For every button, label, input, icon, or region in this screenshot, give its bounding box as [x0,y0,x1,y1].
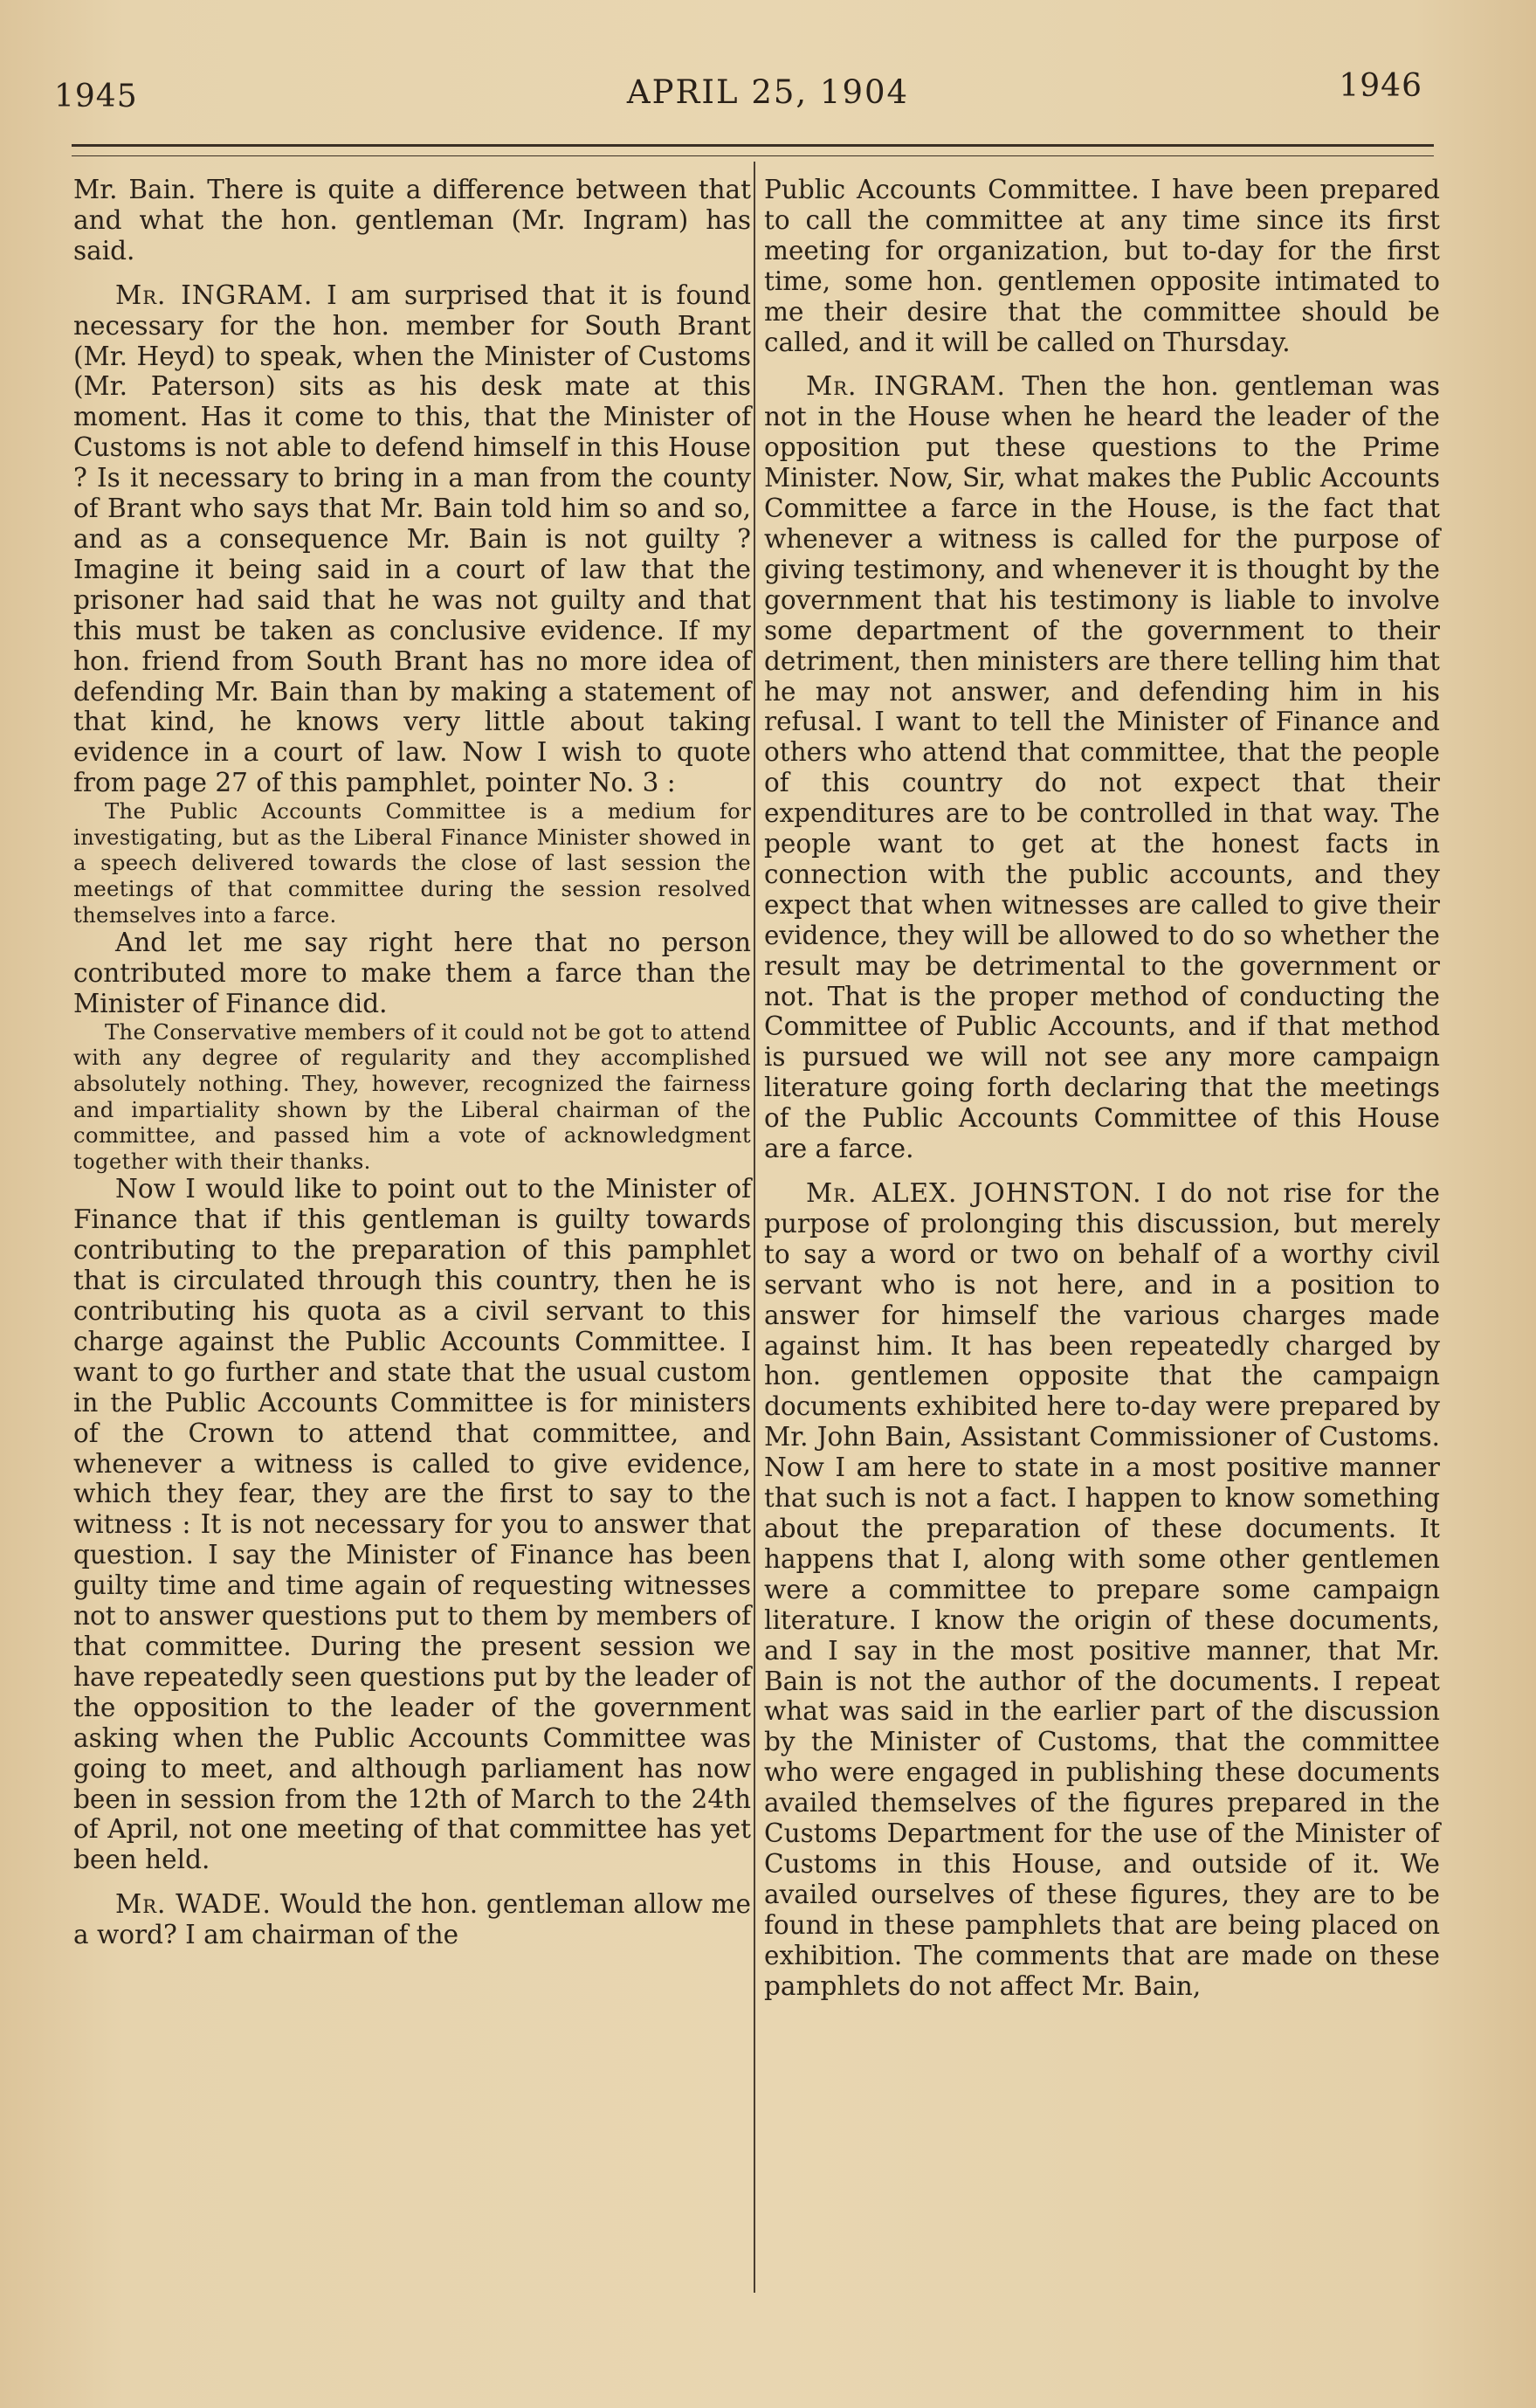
speech-paragraph [73,280,751,798]
header-rule [72,144,1434,156]
text-paragraph [73,175,751,266]
page-date: APRIL 25, 1904 [626,73,910,111]
speaker-name: Mr. INGRAM. [115,279,313,310]
paragraph-text: Mr. Bain. There is quite a difference between that and what the hon. gentleman (Mr. Ingram) has said. [73,175,751,266]
paragraph-text: And let me say right here that no person contributed more to make them a farce than the Minister of Finance did. [73,928,751,1018]
text-paragraph [764,175,1440,357]
quoted-passage [73,1019,751,1175]
left-column [73,175,751,1950]
page-header [0,68,1536,121]
paragraph-text: Would the hon. gentleman allow me a word? I am chairman of the [73,1889,751,1950]
paragraph-text: Public Accounts Committee. I have been prepared to call the committee at any time since its first meeting for organization, but to-day for the first time, some hon. gentlemen opposite intimated to me their desire that the committee should be called, and it will be called on Thursday. [764,175,1440,357]
paragraph-text: I do not rise for the purpose of prolonging this discussion, but merely to say a word or two on behalf of a worthy civil servant who is not here, and in a position to answer for himself the various charges made against him. It has been repeatedly charged by hon. gentlemen opposite that the campaign documents exhibited here to-day were prepared by Mr. John Bain, Assistant Commissioner of Customs. Now I am here to state in a most positive manner that such is not a fact. I happen to know something about the preparation of these documents. It happens that I, along with some other gentlemen were a committee to prepare some campaign literature. I know the origin of these documents, and I say in the most positive manner, that Mr. Bain is not the author of the documents. I repeat what was said in the earlier part of the discussion by the Minister of Customs, that the committee who were engaged in publishing these documents availed themselves of the figures prepared in the Customs Department for the use of the Minister of Customs in this House, and outside of it. We availed ourselves of these figures, they are to be found in these pamphlets that are being placed on exhibition. The comments that are made on these pamphlets do not affect Mr. Bain, [764,1178,1440,2001]
speech-paragraph [764,371,1440,1164]
speaker-name: Mr. ALEX. JOHNSTON. [806,1178,1142,1208]
speaker-name: Mr. INGRAM. [806,371,1006,402]
column-divider [754,162,755,2293]
speaker-name: Mr. WADE. [115,1889,272,1920]
quoted-passage [73,798,751,928]
paragraph-text: Then the hon. gentleman was not in the House when he heard the leader of the opposition put these questions to the Prime Minister. Now, Sir, what makes the Public Accounts Committee a farce in the House, is the fact that whenever a witness is called for the purpose of giving testimony, and whenever it is thought by the government that his testimony is liable to involve some department of the government to their detriment, then ministers are there telling him that he may not answer, and defending him in his refusal. I want to tell the Minister of Finance and others who attend that committee, that the people of this country do not expect that their expenditures are to be controlled in that way. The people want to get at the honest facts in connection with the public accounts, and they expect that when witnesses are called to give their evidence, they will be allowed to do so whether the result may be detrimental to the government or not. That is the proper method of conducting the Committee of Public Accounts, and if that method is pursued we will not see any more campaign literature going forth declaring that the meetings of the Public Accounts Committee of this House are a farce. [764,371,1440,1164]
paragraph-text: I am surprised that it is found necessary for the hon. member for South Brant (Mr. Heyd) to speak, when the Minister of Customs (Mr. Paterson) sits as his desk mate at this moment. Has it come to this, that the Minister of Customs is not able to defend himself in this House ? Is it necessary to bring in a man from the county of Brant who says that Mr. Bain told him so and so, and as a consequence Mr. Bain is not guilty ? Imagine it being said in a court of law that the prisoner had said that he was not guilty and that this must be taken as conclusive evidence. If my hon. friend from South Brant has no more idea of defending Mr. Bain than by making a statement of that kind, he knows very little about taking evidence in a court of law. Now I wish to quote from page 27 of this pamphlet, pointer No. 3 : [73,279,751,798]
paragraph-text: The Conservative members of it could not be got to attend with any degree of regularity and they accomplished absolutely nothing. They, however, recognized the fairness and impartiality shown by the Liberal chairman of the committee, and passed him a vote of acknowledgment together with their thanks. [73,1018,751,1174]
text-paragraph [73,928,751,1019]
paragraph-text: Now I would like to point out to the Minister of Finance that if this gentleman is guilty towards contributing to the preparation of this pamphlet that is circulated through this country, then he is contributing his quota as a civil servant to this charge against the Public Accounts Committee. I want to go further and state that the usual custom in the Public Accounts Committee is for ministers of the Crown to attend that committee, and whenever a witness is called to give evidence, which they fear, they are the first to say to the witness : It is not necessary for you to answer that question. I say the Minister of Finance has been guilty time and time again of requesting witnesses not to answer questions put to them by members of that committee. During the present session we have repeatedly seen questions put by the leader of the opposition to the leader of the government asking when the Public Accounts Committee was going to meet, and although parliament has now been in session from the 12th of March to the 24th of April, not one meeting of that committee has yet been held. [73,1174,751,1875]
speech-paragraph [764,1178,1440,2001]
paragraph-text: The Public Accounts Committee is a medium for investigating, but as the Liberal Finance Minister showed in a speech delivered towards the close of last session the meetings of that committee during the session resolved themselves into a farce. [73,798,751,928]
speech-paragraph [73,1889,751,1950]
text-paragraph [73,1174,751,1875]
page-number-left: 1945 [54,79,138,114]
right-column [764,175,1440,2001]
page-number-right: 1946 [1339,68,1422,104]
